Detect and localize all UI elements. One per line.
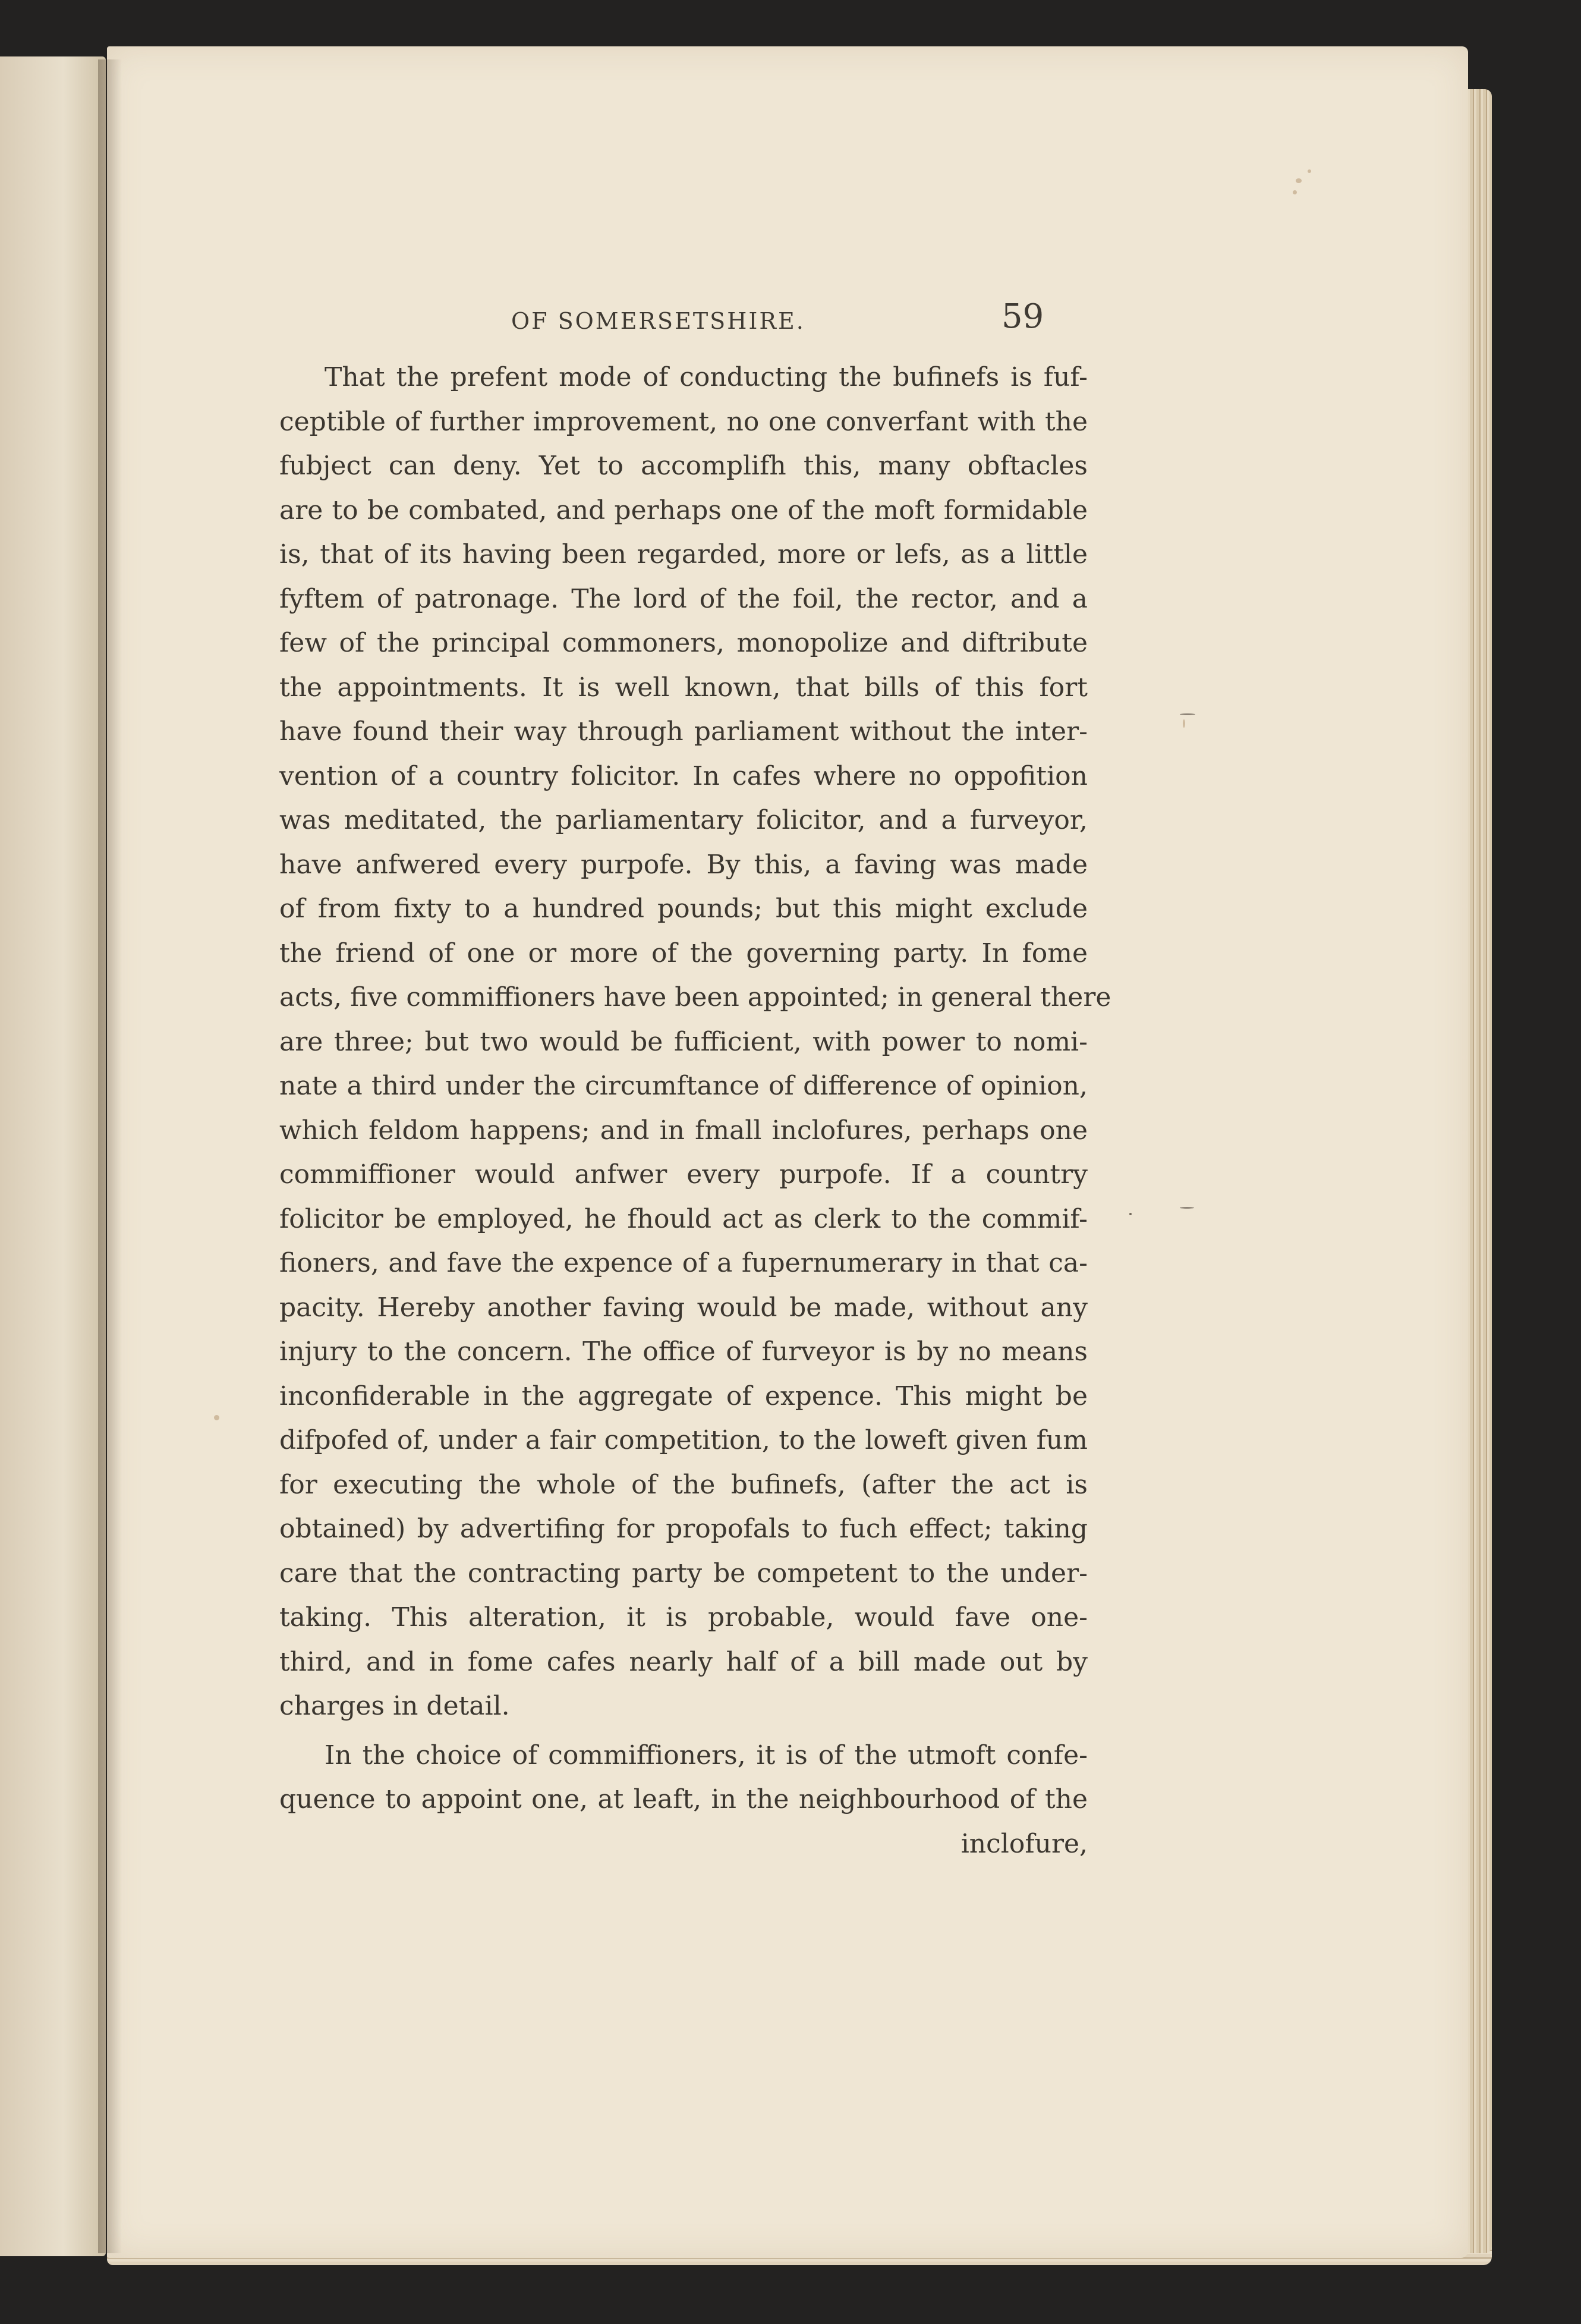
ink-mark (1180, 1207, 1194, 1209)
text-line: nate a third under the circumftance of difference of opinion, (279, 1071, 1088, 1101)
text-line: pacity. Hereby another faving would be made, without any (279, 1292, 1088, 1323)
page-gutter-shadow (98, 59, 122, 2253)
text-line: acts, five commiffioners have been appointed; in general there (279, 982, 1111, 1012)
text-line: taking. This alteration, it is probable, would fave one- (279, 1602, 1088, 1633)
text-line: That the prefent mode of conducting the bufinefs is fuf- (325, 362, 1088, 392)
text-line: fioners, and fave the expence of a fupernumerary in that ca- (279, 1248, 1088, 1278)
text-line: have anfwered every purpofe. By this, a faving was made (279, 849, 1088, 880)
text-line: inconfiderable in the aggregate of expence. This might be (279, 1380, 1088, 1411)
text-line: for executing the whole of the bufinefs, (after the act is (279, 1469, 1088, 1500)
text-line: the friend of one or more of the governing party. In fome (279, 938, 1088, 968)
text-line: are to be combated, and perhaps one of the moft formidable (279, 495, 1088, 526)
text-line: of from fixty to a hundred pounds; but this might exclude (279, 894, 1088, 924)
text-line: folicitor be employed, he fhould act as clerk to the commif- (279, 1203, 1088, 1234)
ink-mark (1180, 713, 1195, 715)
text-line: charges in detail. (279, 1691, 510, 1721)
text-line: quence to appoint one, at leaft, in the neighbourhood of the (279, 1784, 1088, 1814)
text-line: difpofed of, under a fair competition, to the loweft given fum (279, 1425, 1088, 1455)
foxing-spot (1308, 169, 1311, 173)
foxing-spot (1183, 719, 1185, 728)
text-line: commiffioner would anfwer every purpofe. If a country (279, 1159, 1088, 1190)
body-text (279, 356, 1111, 1866)
text-line: care that the contracting party be competent to the under- (279, 1558, 1088, 1589)
text-line: vention of a country folicitor. In cafes where no oppofition (279, 760, 1088, 791)
text-line: In the choice of commiffioners, it is of the utmoft confe- (325, 1740, 1088, 1770)
ink-mark (1129, 1213, 1132, 1215)
text-line: are three; but two would be fufficient, with power to nomi- (279, 1026, 1088, 1057)
running-head-title: OF SOMERSETSHIRE. (511, 308, 805, 334)
page-number: 59 (1001, 297, 1044, 336)
text-line: ceptible of further improvement, no one converfant with the (279, 406, 1088, 437)
text-line: the appointments. It is well known, that bills of this fort (279, 672, 1088, 703)
foxing-spot (1293, 190, 1297, 194)
text-line: obtained) by advertifing for propofals to fuch effect; taking (279, 1514, 1088, 1544)
paragraph-2 (279, 1734, 1088, 1822)
text-line: is, that of its having been regarded, more or lefs, as a little (279, 539, 1088, 570)
catchword: inclofure, (960, 1828, 1088, 1859)
foxing-spot (1296, 178, 1302, 183)
text-line: injury to the concern. The office of furveyor is by no means (279, 1336, 1088, 1367)
facing-page-edge (0, 56, 106, 2256)
paragraph-1 (279, 356, 1111, 1729)
text-line: was meditated, the parliamentary folicitor, and a furveyor, (279, 805, 1088, 835)
text-line: third, and in fome cafes nearly half of a bill made out by (279, 1646, 1088, 1677)
text-line: few of the principal commoners, monopolize and diftribute (279, 628, 1088, 658)
text-line: have found their way through parliament without the inter- (279, 716, 1088, 747)
foxing-spot (214, 1415, 219, 1420)
text-line: fubject can deny. Yet to accomplifh this, many obftacles (279, 451, 1088, 481)
text-line: which feldom happens; and in fmall inclofures, perhaps one (279, 1115, 1088, 1146)
text-line: fyftem of patronage. The lord of the foil, the rector, and a (279, 583, 1088, 614)
